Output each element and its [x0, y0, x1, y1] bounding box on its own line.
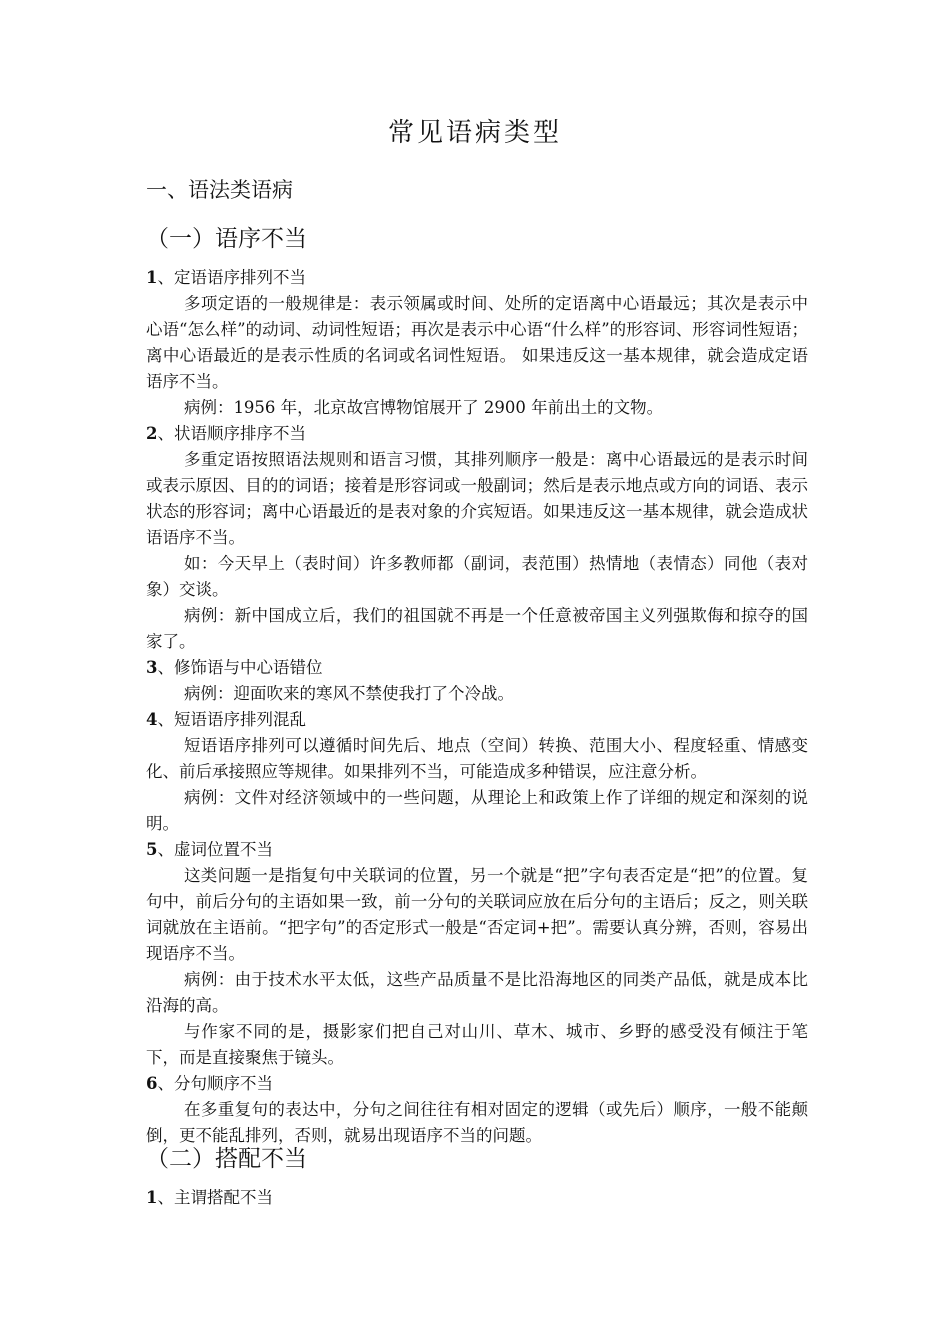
paragraph: 多重定语按照语法规则和语言习惯，其排列顺序一般是：离中心语最远的是表示时间或表示原因、目的的词语；接着是形容词或一般副词；然后是表示地点或方向的词语、表示状态的形容词；离中心语最近的是表对象的介宾短语。如果违反这一基本规律，就会造成状语语序不当。 — [146, 450, 808, 547]
body-text-block-2 — [146, 1185, 808, 1211]
body-text-block — [146, 265, 808, 1149]
item-heading: 4、短语语序排列混乱 — [146, 710, 306, 729]
paragraph: 如：今天早上（表时间）许多教师都（副词，表范围）热情地（表情态）同他（表对象）交谈。 — [146, 554, 808, 599]
subsection-heading-collocation: （二）搭配不当 — [146, 1146, 307, 1172]
paragraph: 在多重复句的表达中，分句之间往往有相对固定的逻辑（或先后）顺序，一般不能颠倒，更不能乱排列，否则，就易出现语序不当的问题。 — [146, 1100, 808, 1145]
item-heading: 5、虚词位置不当 — [146, 840, 273, 859]
paragraph: 病例：1956 年，北京故宫博物馆展开了 2900 年前出土的文物。 — [183, 398, 664, 417]
paragraph: 多项定语的一般规律是：表示领属或时间、处所的定语离中心语最远；其次是表示中心语“怎么样”的动词、动词性短语；再次是表示中心语“什么样”的形容词、形容词性短语；离中心语最近的是表示性质的名词或名词性短语。 如果违反这一基本规律，就会造成定语语序不当。 — [146, 294, 808, 391]
paragraph: 这类问题一是指复句中关联词的位置，另一个就是“把”字句表否定是“把”的位置。复句中，前后分句的主语如果一致，前一分句的关联词应放在后分句的主语后；反之，则关联词就放在主语前。“把字句”的否定形式一般是“否定词+把”。需要认真分辨，否则，容易出现语序不当。 — [146, 866, 808, 963]
paragraph: 病例：迎面吹来的寒风不禁使我打了个冷战。 — [183, 684, 514, 703]
subsection-heading-word-order: （一）语序不当 — [146, 226, 307, 252]
paragraph: 病例：新中国成立后，我们的祖国就不再是一个任意被帝国主义列强欺侮和掠夺的国家了。 — [146, 606, 808, 651]
item-heading: 6、分句顺序不当 — [146, 1074, 273, 1093]
section-heading-grammar: 一、语法类语病 — [146, 178, 293, 202]
paragraph: 病例：文件对经济领域中的一些问题，从理论上和政策上作了详细的规定和深刻的说明。 — [146, 788, 808, 833]
paragraph: 与作家不同的是，摄影家们把自己对山川、草木、城市、乡野的感受没有倾注于笔下，而是直接聚焦于镜头。 — [146, 1022, 808, 1067]
paragraph: 短语语序排列可以遵循时间先后、地点（空间）转换、范围大小、程度轻重、情感变化、前后承接照应等规律。如果排列不当，可能造成多种错误，应注意分析。 — [146, 736, 808, 781]
item-heading: 1、定语语序排列不当 — [146, 268, 306, 287]
item-heading: 1、主谓搭配不当 — [146, 1188, 273, 1207]
item-heading: 2、状语顺序排序不当 — [146, 424, 306, 443]
page-title: 常见语病类型 — [387, 118, 562, 148]
paragraph: 病例：由于技术水平太低，这些产品质量不是比沿海地区的同类产品低，就是成本比沿海的高。 — [146, 970, 808, 1015]
item-heading: 3、修饰语与中心语错位 — [146, 658, 323, 677]
